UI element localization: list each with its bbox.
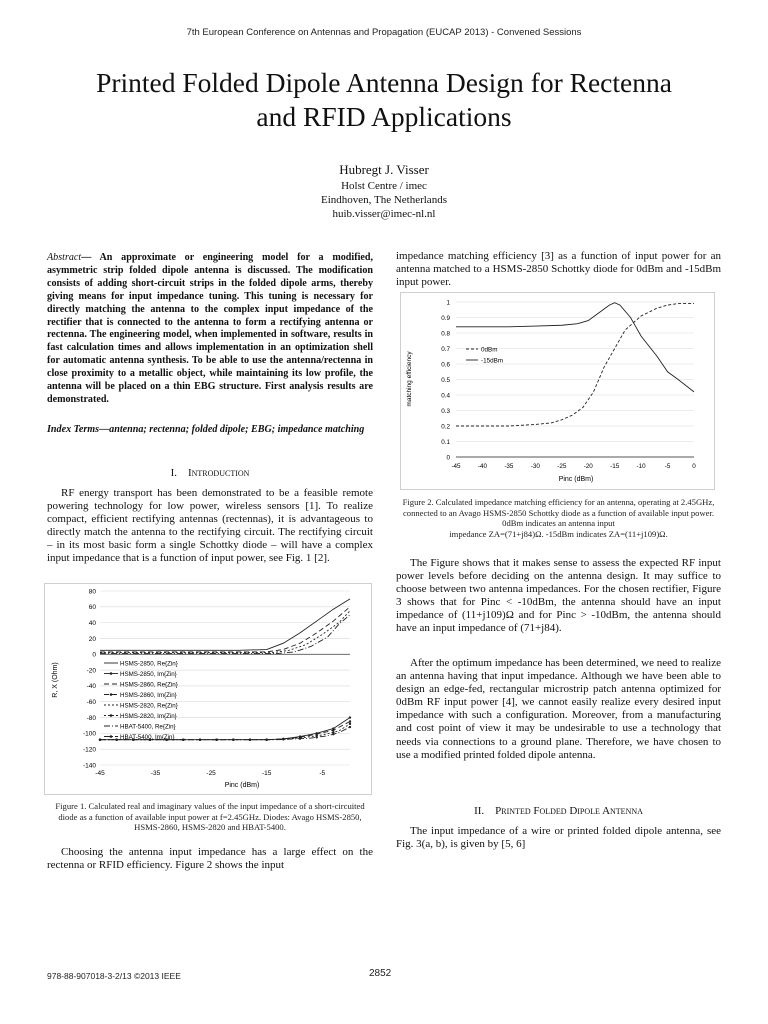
figure-1-legend-label: HSMS-2820, Re{Zin} bbox=[120, 702, 178, 710]
figure-1-ytick: -60 bbox=[86, 699, 96, 707]
figure-2-caption bbox=[396, 497, 721, 539]
figure-1-data-point bbox=[232, 738, 234, 740]
figure-1-ytick: 0 bbox=[92, 651, 96, 659]
figure-1-ytick: 20 bbox=[88, 635, 96, 643]
figure-1-ytick: -80 bbox=[86, 714, 96, 722]
figure-1-legend-marker bbox=[110, 672, 113, 675]
figure-1-ytick: -20 bbox=[86, 667, 96, 675]
figure-2-xtick: -15 bbox=[610, 463, 620, 470]
figure-1-ytick: -120 bbox=[82, 746, 96, 754]
figure-1-xtick: -35 bbox=[150, 770, 161, 777]
figure-1-data-point bbox=[215, 738, 217, 740]
section-number: I. bbox=[170, 467, 177, 479]
figure-2-ytick: 0.1 bbox=[441, 438, 450, 446]
figure-2-xtick: -20 bbox=[583, 463, 593, 470]
figure-2-ytick: 0 bbox=[446, 454, 450, 462]
figure-1-data-point bbox=[332, 729, 334, 731]
right-paragraph-4: The input impedance of a wire or printed folded dipole antenna, see Fig. 3(a, b), is given by [5, 6] bbox=[396, 825, 721, 851]
figure-2-xlabel: Pinc (dBm) bbox=[558, 476, 594, 483]
figure-1-data-point bbox=[199, 738, 201, 740]
figure-2-chart bbox=[400, 292, 715, 490]
section-heading-folded-dipole bbox=[396, 805, 721, 818]
affiliation-2: Eindhoven, The Netherlands bbox=[321, 194, 447, 206]
figure-1-chart bbox=[44, 583, 372, 795]
figure-1-ytick: 40 bbox=[88, 619, 96, 627]
page-number: 2852 bbox=[369, 968, 392, 979]
figure-1-legend-label: HSMS-2860, Re{Zin} bbox=[120, 681, 178, 689]
title-line-1: Printed Folded Dipole Antenna Design for Rectenna bbox=[96, 67, 672, 98]
figure-2-xtick: -10 bbox=[636, 463, 646, 470]
figure-1-data-point bbox=[315, 736, 317, 738]
right-paragraph-3: After the optimum impedance has been determined, we need to realize an antenna having that input impedance. Although we have been able to design an edge-fed, rectangular microstrip patch antenna optimized for 0dBm RF input power [4], we cannot easily realize every desired input impedance with such a configuration. Moreover, from a manufacturing and cost point of view it may be undesirable to use a technology that needs via connections to a ground plane. Therefore, we have chosen to use a modified printed folded dipole antenna. bbox=[396, 657, 721, 761]
figure-2-ytick: 0.7 bbox=[441, 345, 450, 353]
figure-2-xtick: -35 bbox=[504, 463, 514, 470]
figure-1-data-point bbox=[349, 726, 351, 728]
figure-1-legend-label: HBAT-5400, Im{Zin} bbox=[120, 733, 175, 741]
figure-1-ytick: 80 bbox=[88, 588, 96, 596]
figure-1-xtick: -45 bbox=[95, 770, 105, 777]
figure-1-data-point bbox=[182, 738, 184, 740]
conference-header: 7th European Conference on Antennas and Propagation (EUCAP 2013) - Convened Sessions bbox=[186, 27, 582, 38]
paper-title bbox=[30, 66, 738, 134]
figure-1-caption: Figure 1. Calculated real and imaginary values of the input impedance of a short-circuited diode as a function of available input power at f=2.45GHz. Diodes: Avago HSMS-2850, HSMS-2860, HSMS-2820 and HBAT-5400. bbox=[55, 801, 365, 833]
author-name: Hubregt J. Visser bbox=[339, 162, 429, 177]
figure-2-legend-label: 0dBm bbox=[481, 346, 498, 354]
figure-1-legend-label: HBAT-5400, Re{Zin} bbox=[120, 723, 176, 731]
title-line-2: and RFID Applications bbox=[256, 101, 512, 132]
figure-1-xlabel: Pinc (dBm) bbox=[224, 782, 260, 789]
section-number: II. bbox=[474, 805, 485, 817]
abstract-dash: — bbox=[81, 252, 92, 263]
figure-1-legend-label: HSMS-2850, Re{Zin} bbox=[120, 660, 178, 668]
figure-1-data-point bbox=[299, 737, 301, 739]
figure-2-caption-text: Figure 2. Calculated impedance matching efficiency for an antenna, operating at 2.45GHz, connected to an Avago HSMS-2850 Schottky diode as a function of available input power. 0dBm indicates an antenna input bbox=[402, 497, 715, 529]
figure-1-ytick: -100 bbox=[82, 730, 96, 738]
figure-1-xtick: -25 bbox=[206, 770, 216, 777]
figure-2-ytick: 1 bbox=[446, 299, 450, 307]
figure-2-ytick: 0.6 bbox=[441, 361, 450, 369]
abstract-label: Abstract bbox=[47, 252, 82, 263]
figure-1-legend-label: HSMS-2860, Im{Zin} bbox=[120, 691, 177, 699]
figure-1-ylabel: R, X (Ohm) bbox=[52, 662, 59, 698]
figure-1-legend-marker bbox=[110, 714, 113, 717]
figure-2-legend-label: -15dBm bbox=[481, 357, 504, 365]
figure-1-data-point bbox=[282, 738, 284, 740]
figure-2-xtick: 0 bbox=[692, 463, 696, 470]
section-title: Printed Folded Dipole Antenna bbox=[495, 805, 643, 817]
affiliation-1: Holst Centre / imec bbox=[341, 180, 427, 192]
figure-2-ytick: 0.2 bbox=[441, 423, 450, 431]
section-heading-introduction bbox=[47, 467, 373, 480]
figure-2-xtick: -25 bbox=[557, 463, 567, 470]
figure-2-xtick: -45 bbox=[451, 463, 461, 470]
figure-2-ytick: 0.9 bbox=[441, 314, 450, 322]
figure-1-legend-marker bbox=[110, 693, 113, 696]
figure-1-data-point bbox=[349, 723, 351, 725]
figure-1-xtick: -5 bbox=[319, 770, 326, 777]
figure-2-ytick: 0.8 bbox=[441, 330, 450, 338]
figure-1-data-point bbox=[115, 738, 117, 740]
figure-1-legend-label: HSMS-2850, Im{Zin} bbox=[120, 670, 177, 678]
right-paragraph-2: The Figure shows that it makes sense to assess the expected RF input power levels before deciding on the antenna design. It may suffice to choose between two antenna impedances. For the chosen rectifier, Figure 3 shows that for Pinc < -10dBm, the antenna should have an input impedance of (11+j109)Ω and for Pinc > -10dBm, the antenna should have an input impedance of (71+j84). bbox=[396, 557, 721, 635]
figure-2-ytick: 0.4 bbox=[441, 392, 450, 400]
figure-1-legend-label: HSMS-2820, Im{Zin} bbox=[120, 712, 177, 720]
index-terms: Index Terms—antenna; rectenna; folded dipole; EBG; impedance matching bbox=[47, 424, 365, 435]
figure-1-ytick: -140 bbox=[82, 762, 96, 770]
footer-isbn: 978-88-907018-3-2/13 ©2013 IEEE bbox=[47, 971, 181, 981]
abstract-text: An approximate or engineering model for a modified, asymmetric strip folded dipole antenna is discussed. The modification consists of adding short-circuit strips in the folded dipole arms, thereby giving means for input impedance tuning. This tuning is necessary for directly matching the antenna to the complex input impedance of the rectifier that is connected to the antenna to form a rectifying antenna or rectenna. The engineering model, when implemented in software, results in fast calculation times and allows implementation in an optimization shell for automatic antenna synthesis. To be able to use the antenna/rectenna in close proximity to a metallic object, while maintaining its low profile, the antenna will be placed on a thin EBG structure. First analysis results are demonstrated. bbox=[47, 252, 373, 405]
figure-1-ytick: 60 bbox=[88, 604, 96, 612]
figure-1-data-point bbox=[349, 716, 351, 718]
figure-1-data-point bbox=[349, 720, 351, 722]
right-paragraph-1: impedance matching efficiency [3] as a function of input power for an antenna matched to a HSMS-2850 Schottky diode for 0dBm and -15dBm input power. bbox=[396, 250, 721, 289]
figure-2-xtick: -30 bbox=[530, 463, 540, 470]
intro-paragraph-1: RF energy transport has been demonstrated to be a feasible remote powering technology for low power, wireless sensors [1]. To realize compact, efficient rectifying antennas (rectennas), it is advantageous to directly match the antenna to the rectifying circuit. The rectifying circuit – in its most basic form a single Schottky diode – will have a complex input impedance that is a function of input power, see Fig. 1 [2]. bbox=[47, 487, 373, 565]
figure-1-legend-marker bbox=[110, 735, 113, 738]
figure-2-ylabel: matching efficiency bbox=[406, 351, 413, 407]
figure-1-data-point bbox=[99, 738, 101, 740]
intro-paragraph-2: Choosing the antenna input impedance has a large effect on the rectenna or RFID efficiency. Figure 2 shows the input bbox=[47, 846, 373, 872]
figure-1-xtick: -15 bbox=[261, 770, 272, 777]
figure-1-data-point bbox=[249, 738, 251, 740]
figure-2-caption-text-2: impedance ZA=(71+j84)Ω. -15dBm indicates ZA=(11+j109)Ω. bbox=[449, 528, 668, 539]
figure-2-xtick: -5 bbox=[664, 463, 671, 470]
section-title: Introduction bbox=[187, 467, 250, 479]
abstract bbox=[47, 252, 373, 407]
figure-2-ytick: 0.5 bbox=[441, 376, 450, 384]
figure-1-ytick: -40 bbox=[86, 683, 96, 691]
figure-2-ytick: 0.3 bbox=[441, 407, 450, 415]
figure-1-data-point bbox=[332, 733, 334, 735]
author-email[interactable]: huib.visser@imec-nl.nl bbox=[332, 208, 436, 220]
figure-1-data-point bbox=[265, 738, 267, 740]
figure-2-xtick: -40 bbox=[477, 463, 487, 470]
